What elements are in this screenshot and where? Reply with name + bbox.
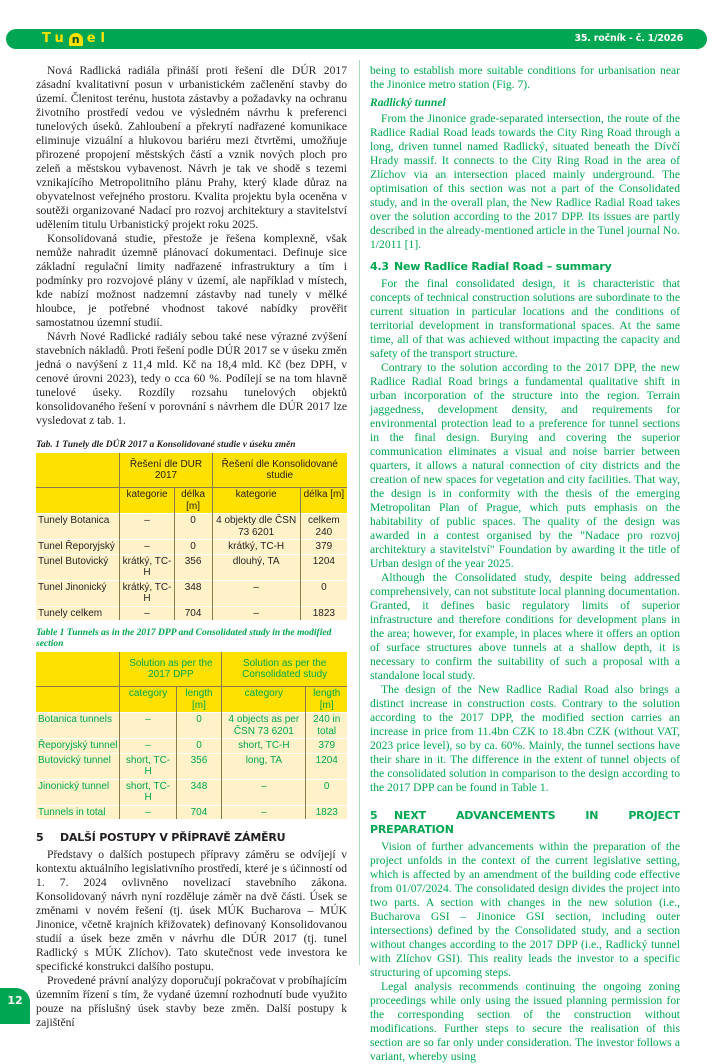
table-cell: 348 — [176, 779, 222, 805]
paragraph: Provedené právní analýzy doporučují pokračovat v probíhajícím územním řízení s tím, že vydané územní rozhodnutí bude využito pouze na příslušný úsek stavby beze změn. Další postupy k zajištění — [36, 974, 347, 1029]
table-cell: short, TC-H — [222, 739, 306, 754]
table-body — [36, 514, 347, 621]
table-cell: krátký, TC-H — [120, 554, 174, 580]
table-cell: – — [120, 514, 174, 540]
row-label: Tunel Řeporyjský — [36, 540, 120, 555]
table-cell: 240 in total — [306, 713, 347, 739]
issue-label: 35. ročník - č. 1/2026 — [574, 33, 683, 44]
row-label: Tunel Butovický — [36, 554, 120, 580]
sub-header: category — [120, 687, 176, 713]
section-number: 5 — [370, 809, 378, 822]
table-caption-en: Table 1 Tunnels as in the 2017 DPP and Consolidated study in the modified section — [36, 628, 332, 649]
table-corner — [36, 687, 120, 713]
paragraph: For the final consolidated design, it is characteristic that concepts of technical construction solutions are subordinate to the current situation in particular locations and the conditions of territorial development in transformational spaces. At the same time, all of that was achieved without impacting the capacity and safety of the transport structure. — [370, 277, 680, 360]
table-cell: 348 — [174, 580, 212, 606]
logo-text-end: el — [86, 31, 110, 46]
section-number: 5 — [36, 831, 44, 844]
table-cell: – — [212, 606, 300, 620]
table-cell: 356 — [174, 554, 212, 580]
table-row — [36, 753, 347, 779]
group-header: Solution as per the 2017 DPP — [120, 652, 222, 687]
table-cell: – — [120, 805, 176, 819]
table-cell: short, TC-H — [120, 753, 176, 779]
table-body — [36, 713, 347, 820]
table-corner — [36, 652, 120, 687]
table-row — [36, 514, 347, 540]
table-cell: 1823 — [306, 805, 347, 819]
paragraph: being to establish more suitable conditions for urbanisation near the Jinonice metro station (Fig. 7). — [370, 64, 680, 91]
table-row — [36, 580, 347, 606]
table-cell: 0 — [174, 514, 212, 540]
paragraph: Although the Consolidated study, despite being addressed comprehensively, can not substitute local planning documentation. Granted, it defines basic regulatory limits of superior infrastructure and therefore conditions for development plans in the area; however, for example, in places where it offers an option of surface structures above tunnels at a shallow depth, it is necessary to confirm the suitability of such a proposal with a standalone local study. — [370, 571, 680, 682]
group-header: Solution as per the Consolidated study — [222, 652, 347, 687]
table-cell: 0 — [174, 540, 212, 555]
journal-logo — [42, 31, 110, 47]
table-cell: – — [120, 606, 174, 620]
table-cell: 0 — [176, 739, 222, 754]
sub-header: length [m] — [306, 687, 347, 713]
section-number: 4.3 — [370, 260, 389, 273]
sub-header: kategorie — [120, 488, 174, 514]
paragraph: Contrary to the solution according to the 2017 DPP, the new Radlice Radial Road brings a fundamental qualitative shift in urban incorporation of the structure into the region. Terrain jaggedness, development density, and requirements for environmental protection lead to a preference for tunnel sections in the final design. Burying and covering the superior communication eliminates a visual and noise barrier between quarters, it allows a natural connection of city districts and the creation of new spaces for vegetation and city facilities. That way, the design is in conformity with the thesis of the emerging Metropolitan Plan of Prague, which puts emphasis on the habitability of public spaces. The quality of the design was awarded in a contest organised by the "Nadace pro rozvoj architektury a stavitelství" Foundation by awarding it the title of Urban design of the year 2025. — [370, 361, 680, 570]
row-label: Řeporyjský tunnel — [36, 739, 120, 754]
section-heading — [36, 831, 347, 845]
paragraph: Vision of further advancements within the preparation of the project unfolds in the context of the current legislative setting, which is affected by an amendment of the building code effective from 01/07/2024. The consolidated design divides the project into two parts. A section with changes in the new solution (i.e., Bucharova GSI – Jinonice GSI section, including outer intersections) defined by the Consolidated study, and a section without changes according to the 2017 DPP (i.e., Radlický tunnel with Zlíchov GSI). This reality leads the investor to a specific structuring of upcoming steps. — [370, 840, 680, 979]
tunnels-table-en — [36, 652, 347, 819]
table-cell: 0 — [300, 580, 347, 606]
table-row — [36, 713, 347, 739]
row-label: Tunely Botanica — [36, 514, 120, 540]
paragraph: Legal analysis recommends continuing the ongoing zoning proceedings while only using the issued planning permission for the corresponding section of the construction without modifications. Further steps to secure the realisation of this section are so far only under consideration. The investor follows a variant, whereby using — [370, 980, 680, 1063]
row-label: Tunnels in total — [36, 805, 120, 819]
table-cell: – — [222, 805, 306, 819]
section-heading — [370, 809, 680, 837]
table-cell: celkem 240 — [300, 514, 347, 540]
table-cell: – — [120, 713, 176, 739]
table-row — [36, 739, 347, 754]
table-cell: 379 — [306, 739, 347, 754]
table-cell: – — [120, 739, 176, 754]
paragraph: Návrh Nové Radlické radiály sebou také nese výrazné zvýšení stavebních nákladů. Proti řešení podle DÚR 2017 se v úseku změn jedná o navýšení z 11,4 mld. Kč na 18,4 mld. Kč (bez DPH, v cenové úrovni 2023), tedy o cca 60 %. Podílejí se na tom hlavně tunelové úseky. Rozdíly rozsahu tunelových objektů konsolidovaného řešení v porovnání s návrhem dle DÚR 2017 lze vysledovat z tab. 1. — [36, 330, 347, 427]
header-bar — [6, 29, 707, 49]
table-row — [36, 606, 347, 620]
column-divider — [359, 60, 360, 965]
table-row — [36, 540, 347, 555]
row-label: Tunel Jinonický — [36, 580, 120, 606]
tunnel-portal-icon: n — [69, 33, 83, 46]
czech-column — [36, 64, 347, 1030]
table-cell: dlouhý, TA — [212, 554, 300, 580]
subheading: Radlický tunnel — [370, 96, 446, 109]
table-cell: 4 objekty dle ČSN 73 6201 — [212, 514, 300, 540]
table-cell: 1823 — [300, 606, 347, 620]
sub-header: délka [m] — [300, 488, 347, 514]
english-column — [370, 64, 680, 1064]
sub-header: category — [222, 687, 306, 713]
section-heading — [370, 260, 680, 274]
table-cell: 356 — [176, 753, 222, 779]
table-corner — [36, 453, 120, 488]
section-title: New Radlice Radial Road – summary — [394, 260, 612, 273]
table-cell: krátký, TC-H — [120, 580, 174, 606]
tunnels-table-cz — [36, 453, 347, 620]
paragraph: The design of the New Radlice Radial Road also brings a distinct increase in construction costs. Contrary to the solution according to the 2017 DPP, the modified section carries an increase in price from 11.4bn CZK to 18.4bn CZK (without VAT, 2023 price level), so by ca. 60%. Mainly, the tunnel sections have their share in it. The difference in the extent of tunnel objects of the consolidated solution in comparison to the design according to the 2017 DPP can be found in Table 1. — [370, 683, 680, 794]
table-cell: krátký, TC-H — [212, 540, 300, 555]
table-cell: 4 objects as per ČSN 73 6201 — [222, 713, 306, 739]
paragraph: Konsolidovaná studie, přestože je řešena komplexně, však nemůže nahradit územně plánovací dokumentaci. Definuje sice základní regulační limity nadřazené infrastruktury a tím i podmínky pro rozvojové plány v území, ale například v místech, kde nabízí možnost nadzemní zástavby nad tunely v mělké hloubce, je potřebné vhodnost takové nabídky prověřit samostatnou územní studií. — [36, 232, 347, 329]
table-caption-cz: Tab. 1 Tunely dle DÚR 2017 a Konsolidované studie v úseku změn — [36, 440, 296, 450]
row-label: Jinonický tunnel — [36, 779, 120, 805]
table-row — [36, 554, 347, 580]
page-number: 12 — [0, 988, 30, 1024]
group-header: Řešení dle DUR 2017 — [120, 453, 212, 488]
paragraph: Představy o dalších postupech přípravy záměru se odvíjejí v kontextu aktuálního legislativního prostředí, které je s účinností od 1. 7. 2024 ovlivněno novelizací stavebního zákona. Konsolidovaný návrh nyní rozděluje záměr na dvě části. Úsek se změnami v novém řešení (tj. úsek MÚK Bucharova – MÚK Jinonice, včetně krajních křižovatek) definovaný Konsolidovanou studií a úsek beze změn v návrhu dle DÚR 2017 (tj. tunel Radlický s MÚK Zlíchov). Tato skutečnost vede investora ke specifické konstrukci dalšího postupu. — [36, 848, 347, 973]
table-cell: – — [212, 580, 300, 606]
sub-header: délka [m] — [174, 488, 212, 514]
table-cell: 704 — [174, 606, 212, 620]
table-row — [36, 779, 347, 805]
sub-header: kategorie — [212, 488, 300, 514]
section-title: DALŠÍ POSTUPY V PŘÍPRAVĚ ZÁMĚRU — [60, 831, 286, 844]
table-cell: 379 — [300, 540, 347, 555]
table-cell: long, TA — [222, 753, 306, 779]
section-title: NEXT ADVANCEMENTS IN PROJECT PREPARATION — [370, 809, 680, 836]
row-label: Butovický tunnel — [36, 753, 120, 779]
table-cell: short, TC-H — [120, 779, 176, 805]
row-label: Botanica tunnels — [36, 713, 120, 739]
table-cell: – — [120, 540, 174, 555]
sub-header: length [m] — [176, 687, 222, 713]
table-cell: 704 — [176, 805, 222, 819]
table-cell: 0 — [176, 713, 222, 739]
table-corner — [36, 488, 120, 514]
table-cell: 1204 — [300, 554, 347, 580]
paragraph: Nová Radlická radiála přináší proti řešení dle DÚR 2017 zásadní kvalitativní posun v urbanistickém začlenění stavby do území. Členitost terénu, hustota zástavby a požadavky na ochranu životního prostředí vedou ve výsledném návrhu k preferenci tunelových úseků. Zahloubení a překrytí nadřazené komunikace eliminuje vizuální a hlukovou bariéru mezi čtvrtěmi, umožňuje přirozené propojení městských částí a vznik nových ploch pro zeleň a městskou vybavenost. Návrh je tak ve shodě s tezemi vznikajícího Metropolitního plánu Prahy, který klade důraz na obyvatelnost veřejného prostoru. Kvalita projektu byla oceněna v soutěži organizované Nadací pro rozvoj architektury a stavitelství udělením titulu Urbanistický projekt roku 2025. — [36, 64, 347, 231]
group-header: Řešení dle Konsolidované studie — [212, 453, 347, 488]
table-cell: 1204 — [306, 753, 347, 779]
table-row — [36, 805, 347, 819]
table-cell: – — [222, 779, 306, 805]
logo-text-start: Tu — [42, 31, 69, 46]
table-cell: 0 — [306, 779, 347, 805]
row-label: Tunely celkem — [36, 606, 120, 620]
paragraph: From the Jinonice grade-separated intersection, the route of the Radlice Radial Road leads towards the City Ring Road through a long, driven tunnel named Radlický, situated beneath the Dívčí Hrady massif. It connects to the City Ring Road in the area of Zlíchov via an intersection placed mainly underground. The optimisation of this section was not a part of the Consolidated study, and in the overall plan, the New Radlice Radial Road takes over the solution according to the 2017 DPP. Its issues are partly described in the already-mentioned article in the Tunel journal No. 1/2011 [1]. — [370, 112, 680, 251]
